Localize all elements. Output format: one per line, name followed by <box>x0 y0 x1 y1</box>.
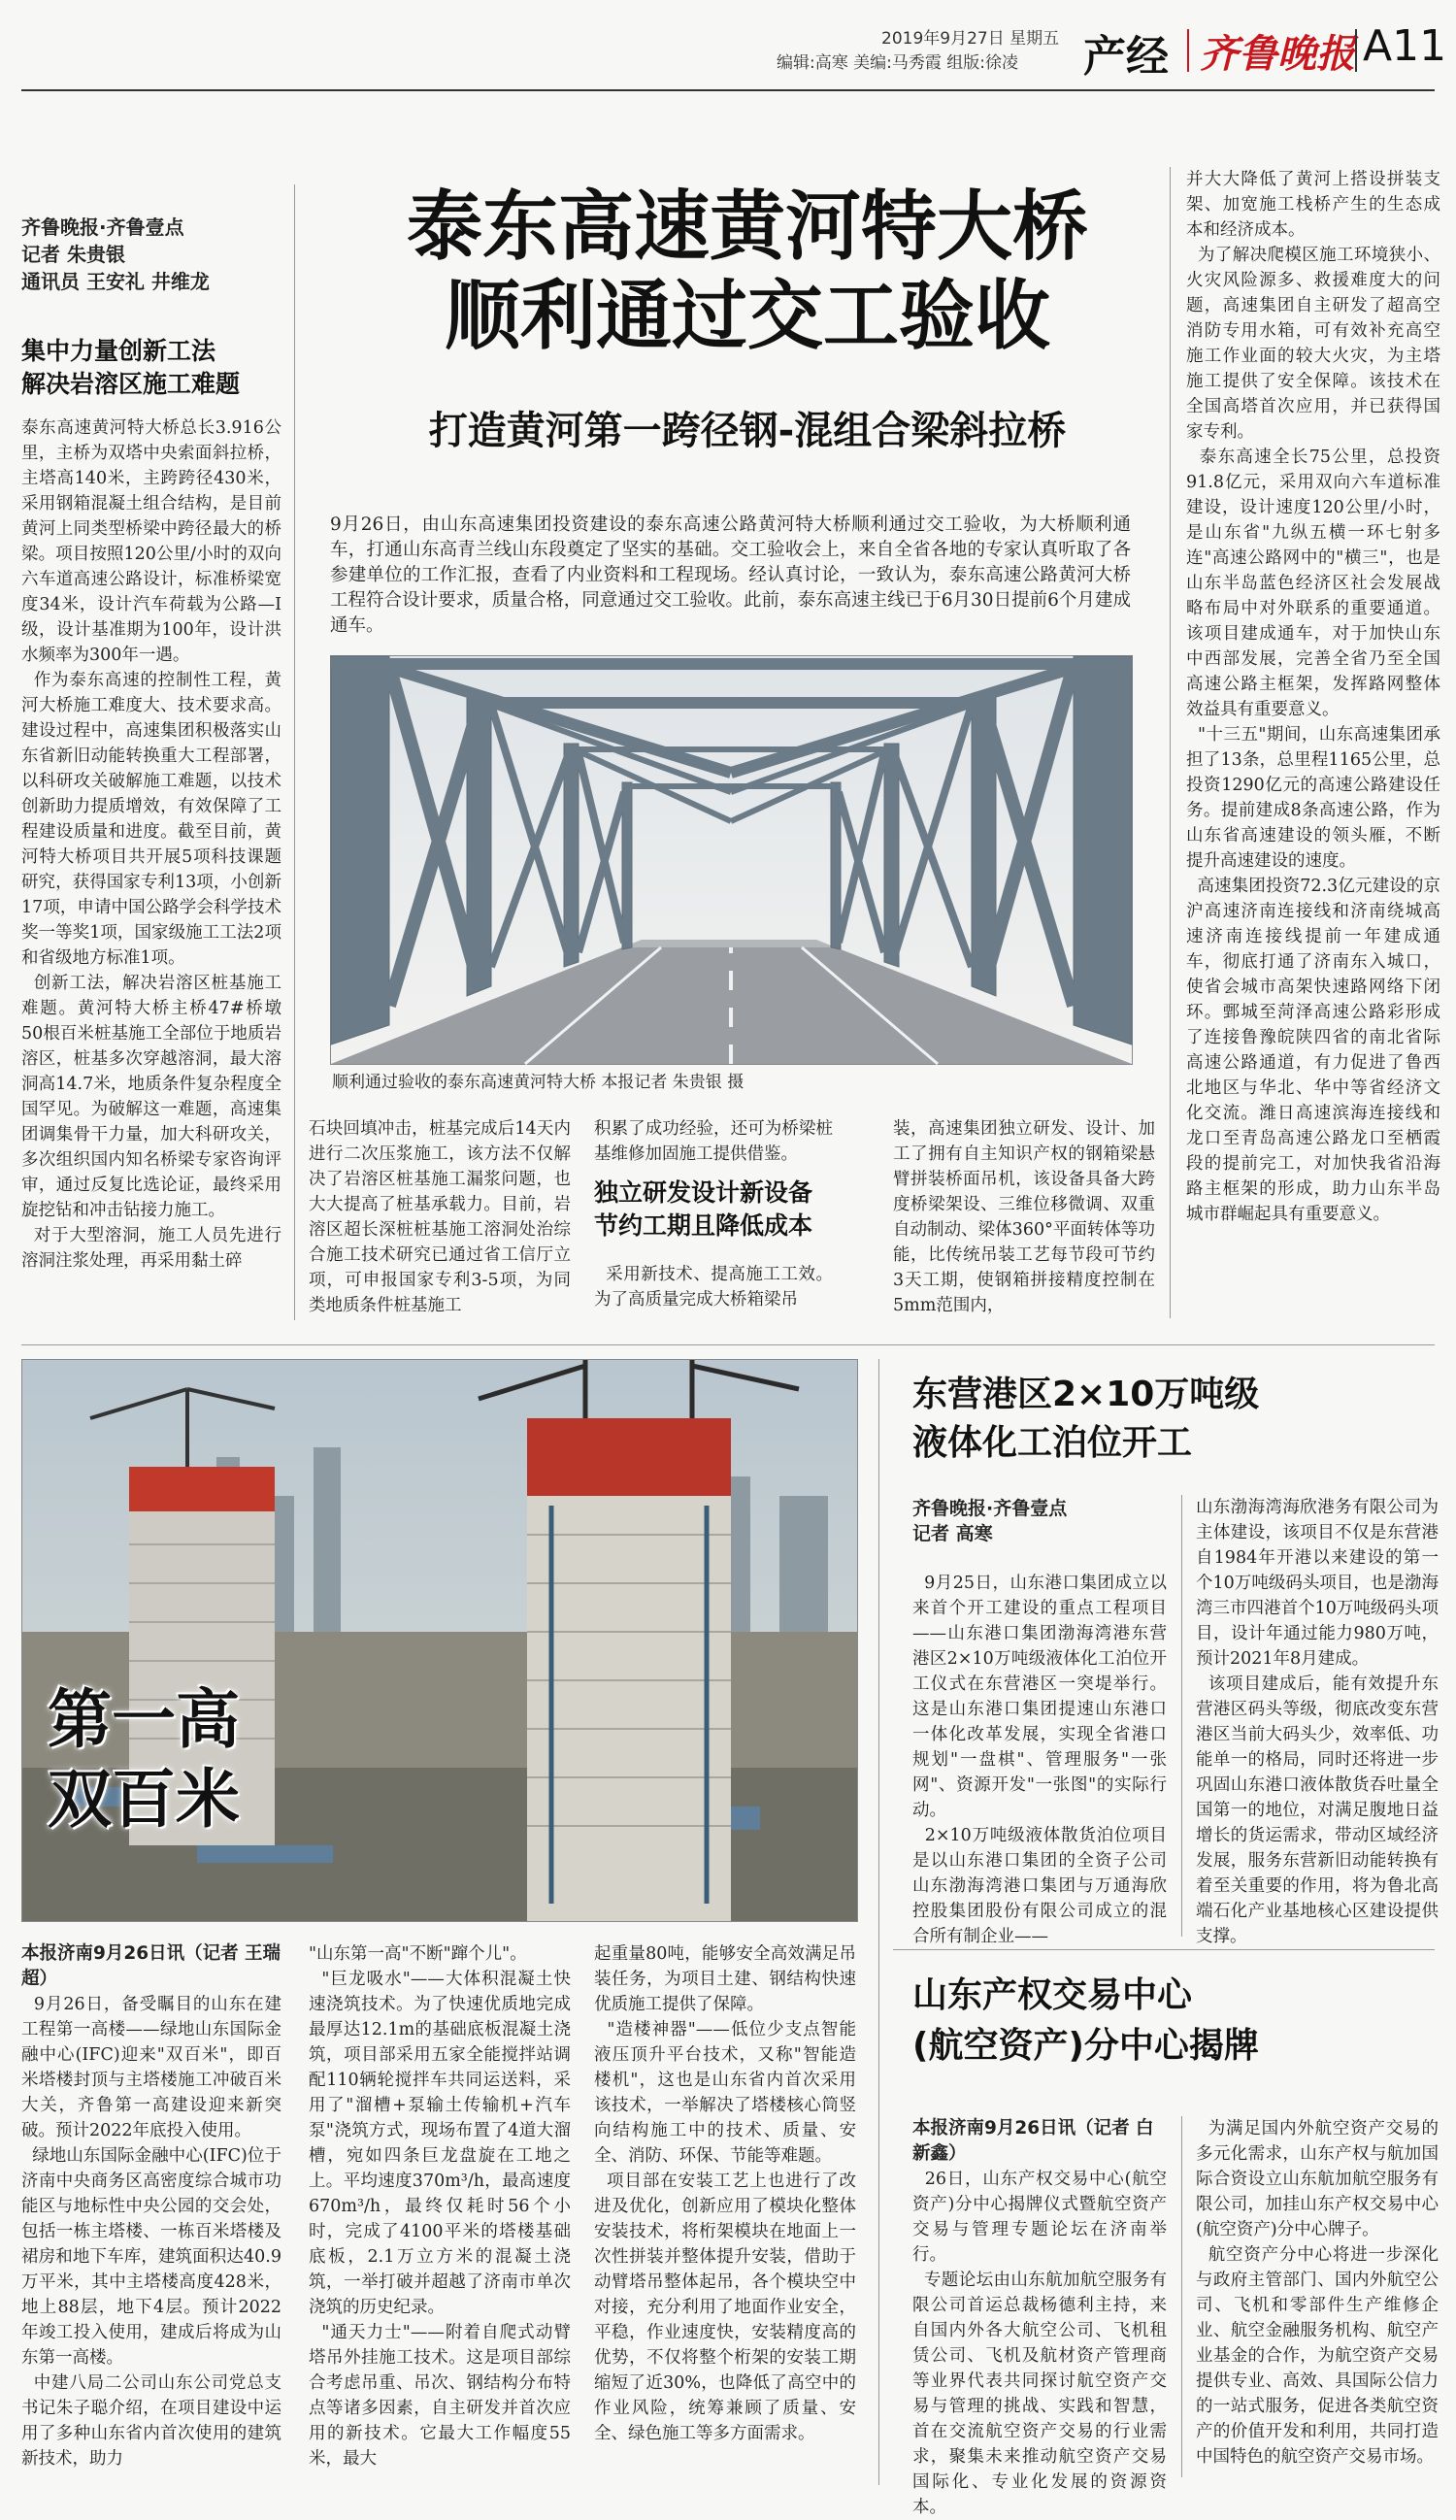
lead-column-3b: 采用新技术、提高施工工效。为了高质量完成大桥箱梁吊 <box>594 1265 833 1310</box>
column-divider <box>878 1359 879 2485</box>
lead-column-2: 石块回填冲击，桩基完成后14天内进行二次压浆施工，该方法不仅解决了岩溶区桩基施工漏浆问题，也大大提高了桩基承载力。目前，岩溶区超长深桩桩基施工溶洞处治综合施工技术研究已通过省工信厅立项，可申报国家专利3-5项，为同类地质条件桩基施工 <box>309 1119 571 1315</box>
lead-headline <box>320 182 1175 361</box>
lead-source: 齐鲁晚报·齐鲁壹点 <box>21 216 184 239</box>
lead-column-1: 泰东高速黄河特大桥总长3.916公里，主桥为双塔中央索面斜拉桥，主塔高140米，主跨跨径430米，采用钢箱混凝土组合结构，是目前黄河上同类型桥梁中跨径最大的桥梁。项目按照120公里/小时的双向六车道高速公路设计，标准桥梁宽度34米，设计汽车荷载为公路—I级，设计基准期为100年，设计洪水频率为300年一遇。 作为泰东高速的控制性工程，黄河大桥施工难度大、技术要求高。建设过程中，高速集团积极落实山东省新旧动能转换重大工程部署，以科研攻关破解施工难题，以技术创新助力提质增效，有效保障了工程建设质量和进度。截至目前，黄河特大桥项目共开展5项科技课题研究，获得国家专利13项，小创新17项，申请中国公路学会科学技术奖一等奖1项，国家级施工工法2项和省级地方标准1项。 创新工法，解决岩溶区桩基施工难题。黄河特大桥主桥47#桥墩50根百米桩基施工全部位于地质岩溶区，桩基多次穿越溶洞，最大溶洞高14.7米，地质条件复杂程度全国罕见。为破解这一难题，高速集团调集骨干力量，加大科研攻关，多次组织国内知名桥梁专家咨询评审，通过反复比选论证，最终采用旋挖钻和冲击钻接力施工。 对于大型溶洞，施工人员先进行溶洞注浆处理，再采用黏土碎 <box>21 418 281 1271</box>
port-reporter: 记者 高寒 <box>912 1523 993 1544</box>
aviation-column-1: 26日，山东产权交易中心(航空资产)分中心揭牌仪式暨航空资产交易与管理专题论坛在济南举行。 专题论坛由山东航加航空服务有限公司首运总裁杨德利主持，来自国内外各大航空公司、飞机租赁公司、飞机及航材资产管理商等业界代表共同探讨航空资产交易与管理的挑战、实践和智慧，首在交流航空资产交易的行业需求，聚集未来推动航空资产交易国际化、专业化发展的资源资本。 <box>912 2170 1167 2517</box>
paper-logo: 齐鲁晚报 <box>1200 31 1355 77</box>
tower-photo <box>21 1359 858 1922</box>
masthead-divider-2 <box>1355 29 1357 72</box>
issue-date: 2019年9月27日 星期五 <box>881 29 1060 49</box>
high-column-1: 9月26日，备受瞩目的山东在建工程第一高楼——绿地山东国际金融中心(IFC)迎来"双百米"，即百米塔楼封顶与主塔楼施工冲破百米大关，齐鲁第一高建设迎来新突破。预计2022年底投入使用。 绿地山东国际金融中心(IFC)位于济南中央商务区高密度综合城市功能区与地标性中央公园的交会处，包括一栋主塔楼、一栋百米塔楼及裙房和地下车库，建筑面积达40.9万平米，其中主塔楼高度428米，地上88层，地下4层。预计2022年竣工投入使用，建成后将成为山东第一高楼。 中建八局二公司山东公司党总支书记朱子聪介绍，在项目建设中运用了多种山东省内首次使用的建筑新技术，助力 <box>21 1995 281 2469</box>
lead-subhead-1: 集中力量创新工法 解决岩溶区施工难题 <box>21 337 241 398</box>
column-divider <box>294 184 295 1320</box>
lead-column-5: 并大大降低了黄河上搭设拼装支架、加宽施工栈桥产生的生态成本和经济成本。 为了解决爬模区施工环境狭小、火灾风险源多、救援难度大的问题，高速集团自主研发了超高空消防专用水箱，可有效补充高空施工作业面的较大火灾，为主塔施工提供了安全保障。该技术在全国高塔首次应用，并已获得国家专利。 泰东高速全长75公里，总投资91.8亿元，采用双向六车道标准建设，设计速度120公里/小时，是山东省"九纵五横一环七射多连"高速公路网中的"横三"，也是山东半岛蓝色经济区社会发展战略布局中对外联系的重要通道。该项目建成通车，对于加快山东中西部发展，完善全省乃至全国高速公路主框架，发挥路网整体效益具有重要意义。 "十三五"期间，山东高速集团承担了13条，总里程1165公里，总投资1290亿元的高速公路建设任务。提前建成8条高速公路，作为山东省高速建设的领头雁，不断提升高速建设的速度。 高速集团投资72.3亿元建设的京沪高速济南连接线和济南绕城高速济南连接线提前一年建成通车，彻底打通了济南东入城口，使省会城市高架快速路网络下闭环。鄄城至菏泽高速公路彩形成了连接鲁豫皖陕四省的南北省际高速公路通道，有力促进了鲁西北地区与华北、华中等省经济文化交流。潍日高速滨海连接线和龙口至青岛高速公路龙口至栖霞段的提前完工，对加快我省沿海路主框架的形成，助力山东半岛城市群崛起具有重要意义。 <box>1186 170 1440 1224</box>
overlay-line-1: 第一高 <box>48 1682 240 1757</box>
section-divider <box>893 1949 1435 1950</box>
masthead-divider <box>1187 29 1189 72</box>
column-divider <box>1181 2116 1182 2477</box>
overlay-line-2: 双百米 <box>48 1762 240 1837</box>
lead-column-4: 装，高速集团独立研发、设计、加工了拥有自主知识产权的钢箱梁悬臂拼装桥面吊机，该设备具备大跨度桥梁架设、三维位移微调、双重自动制动、梁体360°平面转体等功能，比传统吊装工艺每节段可节约3天工期，使钢箱拼接精度控制在5mm范围内， <box>893 1119 1155 1315</box>
high-column-2: "山东第一高"不断"蹿个儿"。 "巨龙吸水"——大体积混凝土快速浇筑技术。为了快速优质地完成最厚达12.1m的基础底板混凝土浇筑，项目部采用五家全能搅拌站调配110辆轮搅拌车共同运送料，采用了"溜槽+泵输土传输机+汽车泵"浇筑方式，现场布置了4道大溜槽，宛如四条巨龙盘旋在工地之上。平均速度370m³/h，最高速度670m³/h，最终仅耗时56个小时，完成了4100平米的塔楼基础底板，2.1万立方米的混凝土浇筑，一举打破并超越了济南市单次浇筑的历史纪录。 "通天力士"——附着自爬式动臂塔吊外挂施工技术。这是项目部综合考虑吊重、吊次、钢结构分布特点等诸多因素，自主研发并首次应用的新技术。它最大工作幅度55米，最大 <box>309 1944 571 2469</box>
lead-correspondents: 通讯员 王安礼 井维龙 <box>21 270 210 293</box>
section-divider <box>21 1344 1435 1345</box>
aviation-column-2: 为满足国内外航空资产交易的多元化需求，山东产权与航加国际合资设立山东航加航空服务有限公司，加挂山东产权交易中心(航空资产)分中心牌子。 航空资产分中心将进一步深化与政府主管部门、国内外航空公司、飞机和零部件生产维修企业、航空金融服务机构、航空产业基金的合作，为航空资产交易提供专业、高效、具国际公信力的一站式服务，促进各类航空资产的价值开发和利用，共同打造中国特色的航空资产交易市场。 <box>1196 2119 1439 2467</box>
editors-line: 编辑:高寒 美编:马秀霞 组版:徐凌 <box>777 53 1018 73</box>
bridge-photo <box>330 655 1133 1065</box>
masthead-rule <box>21 89 1435 91</box>
aviation-headline-line2: (航空资产)分中心揭牌 <box>912 2026 1259 2066</box>
lead-reporter: 记者 朱贵银 <box>21 243 125 266</box>
port-column-1: 9月25日，山东港口集团成立以来首个开工建设的重点工程项目——山东港口集团渤海湾港东营港区2×10万吨级液体化工泊位开工仪式在东营港区一突堤举行。这是山东港口集团提速山东港口一体化改革发展，实现全省港口规划"一盘棋"、管理服务"一张网"、资源开发"一张图"的实际行动。 2×10万吨级液体散货泊位项目是以山东港口集团的全资子公司山东渤海湾港口集团与万通海欣控股集团股份有限公司成立的混合所有制企业—— <box>912 1574 1167 1946</box>
column-divider <box>1170 167 1171 1318</box>
high-dateline: 本报济南9月26日讯（记者 王瑞超） <box>21 1943 281 1989</box>
port-source: 齐鲁晚报·齐鲁壹点 <box>912 1498 1068 1519</box>
port-headline-line1: 东营港区2×10万吨级 <box>912 1375 1260 1414</box>
aviation-headline-line1: 山东产权交易中心 <box>912 1975 1193 2015</box>
bridge-photo-caption: 顺利通过验收的泰东高速黄河特大桥 本报记者 朱贵银 摄 <box>332 1073 745 1092</box>
lead-subheadline: 打造黄河第一跨径钢-混组合梁斜拉桥 <box>428 409 1067 453</box>
lead-headline-line1: 泰东高速黄河特大桥 <box>406 183 1088 271</box>
lead-column-3a: 积累了成功经验，还可为桥梁桩基维修加固施工提供借鉴。 <box>594 1119 833 1164</box>
tower-photo-overlay <box>48 1680 240 1840</box>
column-divider <box>1181 1495 1182 1937</box>
port-column-2: 山东渤海湾海欣港务有限公司为主体建设，该项目不仅是东营港自1984年开港以来建设的第一个10万吨级码头项目，也是渤海湾三市四港首个10万吨级码头项目，设计年通过能力980万吨，预计2021年8月建成。 该项目建成后，能有效提升东营港区码头等级，彻底改变东营港区当前大码头少，效率低、功能单一的格局，同时还将进一步巩固山东港口液体散货吞吐量全国第一的地位，对满足腹地日益增长的货运需求，带动区域经济发展，服务东营新旧动能转换有着至关重要的作用，将为鲁北高端石化产业基地核心区建设提供支撑。 <box>1196 1498 1439 1946</box>
lead-subhead-2: 独立研发设计新设备 节约工期且降低成本 <box>594 1178 813 1240</box>
section-name: 产经 <box>1083 32 1169 82</box>
high-column-3: 起重量80吨，能够安全高效满足吊装任务，为项目土建、钢结构快速优质施工提供了保障。 "造楼神器"——低位少支点智能液压顶升平台技术，又称"智能造楼机"，这也是山东省内首次采用该技术，一举解决了塔楼核心筒竖向结构施工中的技术、质量、安全、消防、环保、节能等难题。 项目部在安装工艺上也进行了改进及优化，创新应用了模块化整体安装技术，将桁架模块在地面上一次性拼装并整体提升安装，借助于动臂塔吊整体起吊，各个模块空中对接，充分利用了地面作业安全，平稳，作业速度快，安装精度高的优势，不仅将整个桁架的安装工期缩短了近30%，也降低了高空中的作业风险，统筹兼顾了质量、安全、绿色施工等多方面需求。 <box>594 1944 856 2443</box>
port-headline-line2: 液体化工泊位开工 <box>912 1423 1193 1463</box>
aviation-dateline: 本报济南9月26日讯（记者 白新鑫） <box>912 2118 1154 2164</box>
page-number: A11 <box>1363 21 1447 71</box>
lead-headline-line2: 顺利通过交工验收 <box>444 273 1050 360</box>
lead-lede: 9月26日，由山东高速集团投资建设的泰东高速公路黄河特大桥顺利通过交工验收，为大桥顺利通车，打通山东高青兰线山东段奠定了坚实的基础。交工验收会上，来自全省各地的专家认真听取了各参建单位的工作汇报，查看了内业资料和工程现场。经认真讨论，一致认为，泰东高速公路黄河大桥工程符合设计要求，质量合格，同意通过交工验收。此前，泰东高速主线已于6月30日提前6个月建成通车。 <box>330 514 1131 636</box>
port-headline <box>912 1371 1259 1468</box>
aviation-headline <box>912 1971 1259 2072</box>
